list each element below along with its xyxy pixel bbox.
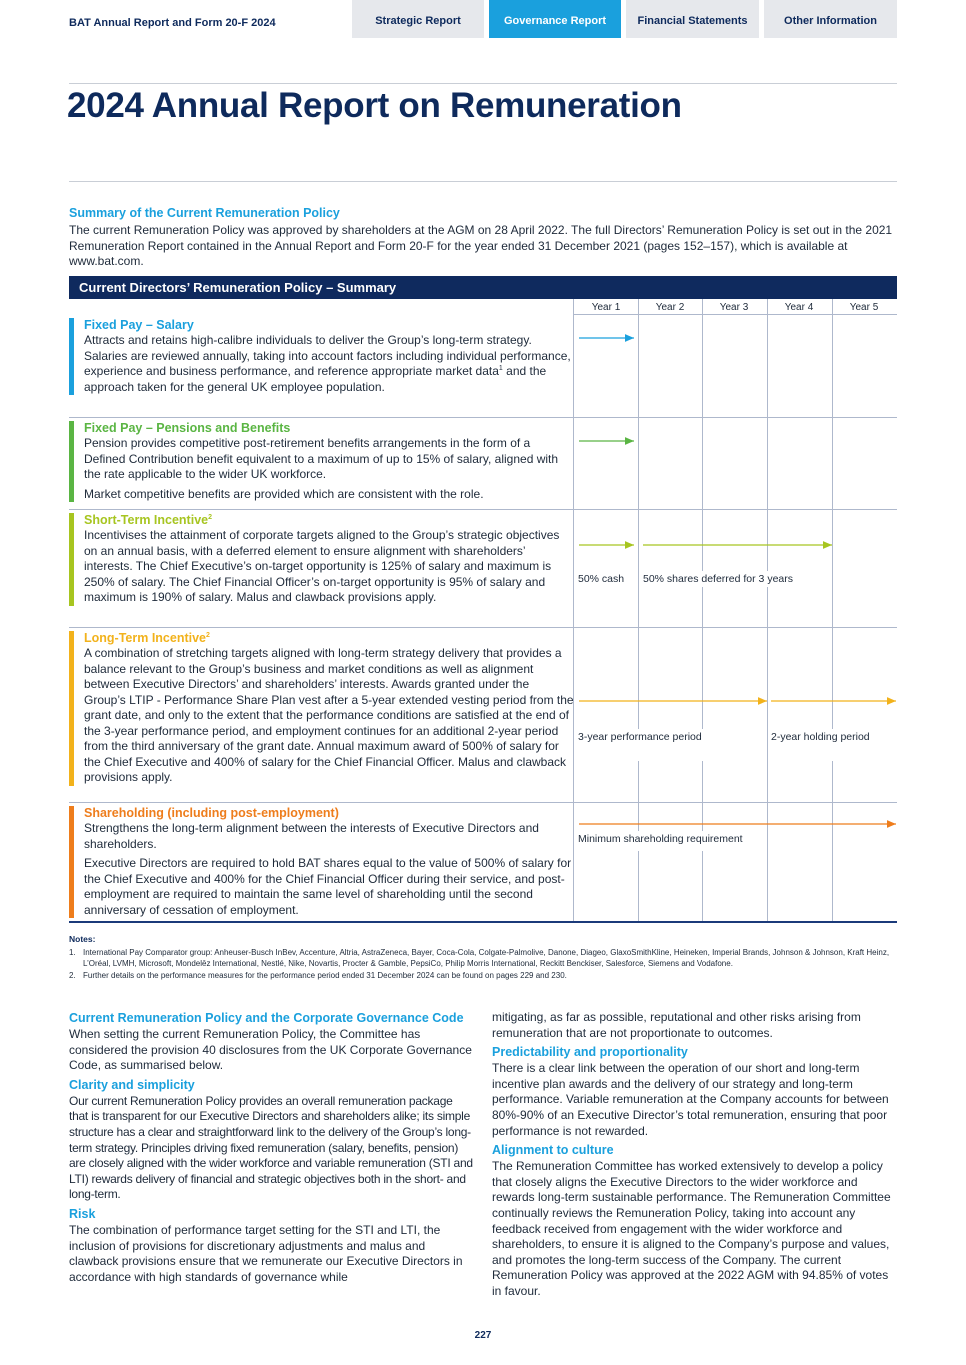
divider-top — [69, 83, 897, 84]
note-item: 2. Further details on the performance measures for the performance period ended 31 December 2024 can be found on pages 229 and 230. — [69, 971, 567, 980]
page-title: 2024 Annual Report on Remuneration — [67, 86, 682, 125]
governance-column-right — [492, 1010, 897, 1300]
table-title: Current Directors’ Remuneration Policy – Summary — [69, 276, 897, 299]
row-heading: Long-Term Incentive — [84, 631, 207, 645]
policy-row-sti: Short-Term Incentive$^2$ Incentivises the attainment of corporate targets aligned to the Group’s strategic objectives on an annual basis, with a deferred element to ensure alignment with shareholders’ interests. The Chief Executive’s on-target opportunity is 125% of salary and maximum is 250% of salary. The Chief Financial Officer’s on-target opportunity is 95% of salary and maximum is 190% of salary. Malus and clawback provisions apply. — [69, 513, 574, 606]
note-item: 1. International Pay Comparator group: Anheuser-Busch InBev, Accenture, Altria, AstraZeneca, Bayer, Coca-Cola, Colgate-Palmolive, Danone, Diageo, GlaxoSmithKline, Heineken, Imperial Brands, Johnson & Johnson, Kraft Heinz, L’Oréal, LVMH, Microsoft, Mondelēz International, Nestlé, Nike, Novartis, Procter & Gamble, PepsiCo, Philip Morris International, Reckitt Benckiser, Salesforce, Siemens and Vodafone. — [69, 948, 890, 968]
lti-performance-label: 3-year performance period — [576, 729, 705, 761]
policy-row-lti: Long-Term Incentive$^2$ A combination of stretching targets aligned with long-term strategy delivery that provides a balance relevant to the Group’s business and market conditions as well as alignment between Executive Directors’ and shareholders’ interests. Awards granted under the Group’s LTIP - Performance Share Plan vest after a 5-year extended vesting period from the grant date, and only to the extent that the performance conditions are satisfied at the end of the 3-year performance period, and employment continues for an additional 2-year period from the third anniversary of the grant date. Annual maximum award of 500% of salary for the Chief Executive and 400% of salary for the Chief Financial Officer. Malus and clawback provisions apply. — [69, 631, 574, 786]
year-header-2: Year 2 — [655, 302, 685, 313]
page-number: 227 — [474, 1330, 492, 1341]
divider-title — [69, 181, 897, 182]
row-description: A combination of stretching targets aligned with long-term strategy delivery that provides a balance relevant to the Group’s business and market conditions as well as alignment between Executive Directors’ and shareholders’ interests. Awards granted under the Group’s LTIP - Performance Share Plan vest after a 5-year extended vesting period from the grant date, and only to the extent that the performance conditions are satisfied at the end of the 3-year performance period, and employment continues for an additional 2-year period from the third anniversary of the grant date. Annual maximum award of 500% of salary for the Chief Executive and 400% of salary for the Chief Financial Officer. Malus and clawback provisions apply. — [84, 646, 574, 784]
risk-text-continued: mitigating, as far as possible, reputational and other risks arising from remuneration that are not proportionate to outcomes. — [492, 1010, 861, 1040]
row-heading: Shareholding (including post-employment) — [84, 806, 339, 820]
report-title: BAT Annual Report and Form 20-F 2024 — [69, 17, 276, 29]
culture-heading: Alignment to culture — [492, 1143, 614, 1158]
year-header-4: Year 4 — [784, 302, 814, 313]
year-header-5: Year 5 — [849, 302, 879, 313]
timeline-arrows — [69, 276, 897, 923]
row-description: Executive Directors are required to hold BAT shares equal to the value of 500% of salary for the Chief Executive and 400% for the Chief Financial Officer during their service, and post-employment are required to maintain the same level of shareholding until the second anniversary of cessation of employment. — [84, 856, 572, 917]
row-description: Strengthens the long-term alignment between the interests of Executive Directors and shareholders. — [84, 821, 539, 851]
clarity-text: Our current Remuneration Policy provides an overall remuneration package that is transparent for our Executive Directors and shareholders alike; its simple structure has a clear and straightforward link to the delivery of the Group’s long-term strategy. Principles driving fixed remuneration (salary, benefits, pension) are closely aligned with the wider workforce and variable remuneration (STI and LTI) rewards delivery of financial and strategic objectives both in the short- and long-term. — [69, 1093, 473, 1202]
governance-intro: When setting the current Remuneration Policy, the Committee has considered the provision 40 disclosures from the UK Corporate Governance Code, as summarised below. — [69, 1027, 472, 1073]
row-heading: Fixed Pay – Salary — [84, 318, 194, 332]
tab-strategic-report[interactable]: Strategic Report — [352, 0, 484, 38]
summary-text: The current Remuneration Policy was approved by shareholders at the AGM on 28 April 2022. The full Directors’ Remuneration Policy is set out in the 2021 Remuneration Report contained in the Annual Report and Form 20-F for the year ended 31 December 2021 (pages 152–157), which is available at www.bat.com. — [69, 223, 893, 269]
row-description: Pension provides competitive post-retirement benefits arrangements in the form of a Defined Contribution benefit equivalent to a maximum of up to 15% of salary, aligned with the rate applicable to the wider UK workforce. — [84, 436, 559, 481]
predictability-text: There is a clear link between the operation of our short and long-term incentive plan awards and the delivery of our strategy and long-term performance. Variable remuneration at the Company accounts for between 80%-90% of an Executive Director’s total remuneration, ensuring that poor performance is not rewarded. — [492, 1061, 889, 1138]
predictability-heading: Predictability and proportionality — [492, 1045, 688, 1060]
risk-text: The combination of performance target setting for the STI and LTI, the inclusion of provisions for discretionary adjustments and malus and clawback provisions ensure that we remunerate our Executive Directors in accordance with high standards of governance while — [69, 1222, 463, 1284]
summary-heading: Summary of the Current Remuneration Policy — [69, 206, 340, 220]
culture-text: The Remuneration Committee has worked extensively to develop a policy that closely aligns the Executive Directors to the wider workforce and rewards long-term sustainable performance. The Remuneration Committee continually reviews the Remuneration Policy, taking into account any feedback received from engagement with the wider workforce and shareholders, to ensure it is aligned to the Company’s purpose and values, and promotes the long-term success of the Company. The current Remuneration Policy was approved at the 2022 AGM with 94.85% of votes in favour. — [492, 1159, 891, 1298]
row-description: Attracts and retains high-calibre individuals to deliver the Group’s long-term strategy. Salaries are reviewed annually, taking into account factors including individual performance, experience and business performance, and reference appropriate market data$^1$ and the approach taken for the general UK employee population. — [84, 333, 571, 394]
lti-holding-label: 2-year holding period — [769, 729, 878, 761]
notes-heading: Notes: — [69, 934, 96, 944]
shareholding-label: Minimum shareholding requirement — [576, 831, 749, 851]
row-description: Incentivises the attainment of corporate targets aligned to the Group’s strategic objectives on an annual basis, with a deferred element to ensure alignment with shareholders’ interests. The Chief Executive’s on-target opportunity is 125% of salary and maximum is 250% of salary. The Chief Financial Officer’s on-target opportunity is 95% of salary and maximum is 190% of salary. Malus and clawback provisions apply. — [84, 528, 560, 604]
year-header-3: Year 3 — [719, 302, 749, 313]
governance-column-left — [69, 1010, 474, 1285]
sti-deferred-label: 50% shares deferred for 3 years — [643, 573, 793, 585]
remuneration-policy-table — [69, 276, 897, 923]
tab-financial-statements[interactable]: Financial Statements — [626, 0, 759, 38]
tab-governance-report[interactable]: Governance Report — [489, 0, 621, 38]
row-heading: Short-Term Incentive — [84, 513, 209, 527]
year-header-1: Year 1 — [591, 302, 621, 313]
sti-cash-label: 50% cash — [578, 573, 625, 585]
row-description: Market competitive benefits are provided which are consistent with the role. — [84, 486, 484, 501]
risk-heading: Risk — [69, 1206, 96, 1221]
governance-heading: Current Remuneration Policy and the Corporate Governance Code — [69, 1011, 464, 1025]
clarity-heading: Clarity and simplicity — [69, 1077, 195, 1092]
row-heading: Fixed Pay – Pensions and Benefits — [84, 421, 291, 435]
tab-other-information[interactable]: Other Information — [764, 0, 897, 38]
notes — [69, 934, 897, 982]
